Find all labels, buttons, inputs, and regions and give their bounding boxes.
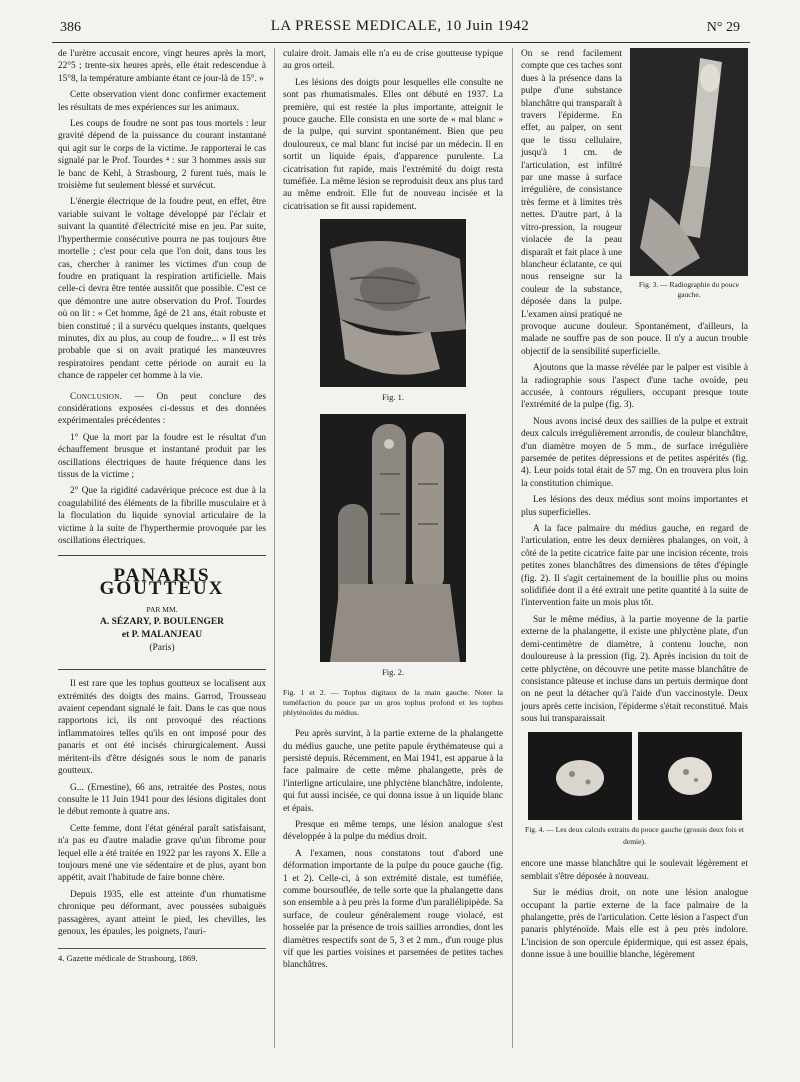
header-rule	[52, 42, 750, 43]
figure-4-caption: Fig. 4. — Les deux calculs extraits du pouce gauche (grossis deux fois et demie).	[525, 824, 744, 846]
figure-4	[521, 732, 748, 820]
footnote: 4. Gazette médicale de Strasbourg, 1869.	[58, 948, 266, 964]
thumb-photo-icon	[320, 219, 466, 387]
calculus-icon	[528, 732, 632, 820]
figure-2-caption: Fig. 2.	[382, 666, 404, 677]
figure-3-xray	[630, 48, 748, 276]
article-title: PANARIS GOUTTEUX	[99, 565, 225, 599]
paragraph: — On peut conclure des considérations exposées ci-dessus et des données expérimentales précédentes :	[58, 391, 266, 427]
column-divider	[512, 48, 513, 1048]
figure-4-calculus-right	[638, 732, 742, 820]
figure-3	[630, 48, 748, 309]
paragraph: Sur le médius droit, on note une lésion analogue occupant la partie externe de la face palmaire de la phalangette, près de l'articulation. Cette lésion a l'aspect d'un panaris phlyténoïde. Mais elle est à peu près indolore. L'incision de son opercule épidermique, qui est assez épais, donne issue à une bouillie blanche, légèrement	[521, 888, 748, 961]
conclusion-label: Conclusion.	[70, 391, 123, 402]
page-header	[60, 18, 740, 40]
paragraph: Ajoutons que la masse révélée par le palper est visible à la radiographie sous l'aspect d'une tache ovoïde, peu accusée, à contours réguliers, occupant presque toute l'extrémité de la pulpe (fig. 3).	[521, 363, 748, 411]
calculus-icon	[638, 732, 742, 820]
hand-photo-icon	[320, 414, 466, 662]
paragraph: A l'examen, nous constatons tout d'abord une déformation importante de la pulpe du pouce gauche (fig. 1 et 2). Celle-ci, à son extrémité distale, est tuméfiée, comme boursouflée, de telle sorte que la phalangette dans son ensemble a à peu près la forme d'un parallélipipède. Sa surface, de couleur généralement rouge violacé, est bosselée par la présence de trois saillies arrondies, dont les diamètres respectifs sont de 5, 3 et 2 mm., d'un rouge plus vif que les parties voisines et parsemées de petites taches blanchâtres.	[283, 848, 503, 971]
column-3	[521, 48, 748, 966]
paragraph: Sur le même médius, à la partie moyenne de la partie externe de la phalangette, il existe une phlyctène plate, d'un demi-centimètre de diamètre, à contenu louche, non douloureuse à la pression (fig. 2). Après incision du toit de cette phlyctène, on découvre une petite masse blanchâtre de consistance pâteuse et incluse dans un pertuis dermique dont on ne peut la détacher qu'à l'aide d'un vaccinostyle. Deux jours après cette incision, l'épiderme s'était reconstitué. Mais sous lui transparaissait	[521, 614, 748, 725]
paragraph: L'énergie électrique de la foudre peut, en effet, être variable suivant le voltage développé par l'éclair et suivant la quantité d'électricité mise en jeu. Par suite, l'hyperthermie consécutive pourra ne pas toujours être mortelle ; c'est pour cela que l'on doit, dans tous les cas, chercher à ranimer les victimes d'un coup de foudre en pratiquant la respiration artificielle. Mais celle-ci devra être tentée aussitôt que possible. C'est ce que démontre une autre observation du Prof. Tourdes où on lit : « Cet homme, âgé de 21 ans, était robuste et bien constitué ; il a survécu quelques instants, quelques minutes, dix au plus, au coup de foudre... » Il est très probable que si on avait pratiqué les manœuvres respiratoires pendant cette période on aurait eu la chance de rappeler cet homme à la vie.	[58, 197, 266, 382]
paragraph: 2° Que la rigidité cadavérique précoce est due à la coagulabilité des éléments de la fibrille musculaire et à la floculation du liquide synovial articulaire de la victime à la suite de l'hyperthermie provoquée par les oscillations électriques.	[58, 486, 266, 547]
author-place: (Paris)	[149, 643, 175, 654]
paragraph: 1° Que la mort par la foudre est le résultat d'un échauffement brusque et instantané produit par les oscillations électriques de haute fréquence dans les tissus de la victime ;	[58, 432, 266, 480]
figure-2-photo	[320, 414, 466, 662]
figure-legend: Fig. 1 et 2. — Tophus digitaux de la main gauche. Noter la tuméfaction du pouce par un gros tophus profond et les tophus phlyténoïdes du médius.	[283, 688, 503, 718]
paragraph: Depuis 1935, elle est atteinte d'un rhumatisme chronique peu déformant, avec poussées subaiguës passagères, ayant atteint le pied, les chevilles, les genoux, les épaules, les poignets, l'auri-	[58, 889, 266, 937]
column-1	[58, 48, 266, 965]
column-divider	[274, 48, 275, 1048]
paragraph: A la face palmaire du médius gauche, en regard de l'articulation, entre les deux dernières phalanges, on voit, à côté de la petite cicatrice faite par une incision récente, trois petites zones blanchâtres des dimensions de têtes d'épingle (fig. 2). Il s'agit certainement de la bouillie plus ou moins solidifiée dont il a été extrait une petite quantité à la suite de l'intervention faite un mois plus tôt.	[521, 524, 748, 609]
paragraph: encore une masse blanchâtre qui le soulevait légèrement et semblait s'être déposée à nouveau.	[521, 859, 748, 882]
figure-1-caption: Fig. 1.	[382, 392, 404, 403]
figure-4-calculus-left	[528, 732, 632, 820]
paragraph: culaire droit. Jamais elle n'a eu de crise goutteuse typique au gros orteil.	[283, 49, 503, 72]
paragraph: Il est rare que les tophus goutteux se localisent aux extrémités des doigts des mains. Garrod, Trousseau avaient cependant signalé le fait. Dans le cas que nous rapportons ici, ils ont provoqué des réactions inflammatoires telles qu'ils en ont imposé pour des panaris et ont été incisés chirurgicalement. Aussi méritent-ils d'être désignés sous le nom de panaris goutteux.	[58, 679, 266, 777]
paragraph: Les coups de foudre ne sont pas tous mortels : leur gravité dépend de la puissance du courant instantané qui agit sur le corps de la victime. Je rapporterai le cas signalé par le Prof. Tourdes ⁴ : sur 3 hommes assis sur le banc de Kehl, à Strasbourg, 2 furent tués, mais le troisième fut seulement blessé et survécut.	[58, 119, 266, 192]
paragraph: Nous avons incisé deux des saillies de la pulpe et extrait deux calculs irrégulièrement arrondis, de couleur blanchâtre, d'un diamètre moyen de 5 mm., de surface irrégulière parsemée de petites dépressions et de petites aspérités (fig. 4). Leur poids total était de 57 mg. On en trouvera plus loin la constitution chimique.	[521, 416, 748, 489]
paragraph: Cette observation vient donc confirmer exactement les résultats de mes expériences sur les animaux.	[58, 90, 266, 113]
figure-1-photo	[320, 219, 466, 387]
authors-line-1: A. SÉZARY, P. BOULENGER	[99, 617, 225, 628]
paragraph: G... (Ernestine), 66 ans, retraitée des Postes, nous consulte le 11 Juin 1941 pour des lésions digitales dont le début remonte à quatre ans.	[58, 782, 266, 818]
paragraph: On se rend facilement compte que ces taches sont dues à la présence dans la pulpe d'une substance blanchâtre qui transparaît à travers l'épiderme. En effet, au palper, on sent que le tissu cellulaire, jusqu'à 1 cm. de l'articulation, est infiltré par une masse à surface irrégulière, de consistance très ferme et à limites très nettes. D'autre part, à la vitro-pression, la rougeur violacée de la peau disparaît et fait place à une blancheur éclatante, ce qui nous renseigne sur la couleur de la substance, déposée dans la pulpe. L'examen ainsi pratiqué ne provoque aucune douleur. Spontanément, d'ailleurs, la malade ne souffre pas de son pouce. Il n'y a aucun trouble objectif de la sensibilité superficielle.	[521, 49, 748, 357]
paragraph: de l'urètre accusait encore, vingt heures après la mort, 22°5 ; trente-six heures après, elle était redescendue à 15°8, la température ambiante étant ce jour-là de 15°. »	[58, 49, 266, 84]
section-rule	[58, 669, 266, 670]
issue-number: N° 29	[706, 20, 740, 35]
author-block	[58, 603, 266, 655]
column-2	[283, 48, 503, 976]
xray-icon	[630, 48, 748, 276]
by-label: PAR MM.	[146, 605, 178, 615]
paragraph: Les lésions des doigts pour lesquelles elle consulte ne sont pas rhumatismales. Elles ont débuté en 1937. La première, qui est restée la plus importante, atteignit le pouce gauche. Elle consista en une sorte de « mal blanc » de la pulpe, qui survint spontanément. Bien que peu douloureux, ce mal blanc fut incisé par un médecin. Il en sortit un liquide épais, d'apparence purulente. La cicatrisation fut rapide, mais l'extrémité du doigt resta tuméfiée. La même lésion se reproduisit deux ans plus tard au même endroit. Elle fut de nouveau incisée et la cicatrisation se fit aussi rapidement.	[283, 77, 503, 212]
page-number: 386	[60, 20, 81, 35]
journal-title: LA PRESSE MEDICALE, 10 Juin 1942	[270, 18, 530, 34]
figure-3-caption: Fig. 3. — Radiographie du pouce gauche.	[638, 280, 740, 299]
paragraph: Peu après survint, à la partie externe de la phalangette du médius gauche, une petite papule érythémateuse qui a persisté depuis. Récemment, en Mai 1941, est apparue à la face palmaire de cette même phalangette, près de l'interligne articulaire, une phlyctène blanchâtre, indolente, qui fut aussi incisée, ce qui donna issue à un liquide blanc et épais.	[283, 729, 503, 814]
paragraph: Cette femme, dont l'état général paraît satisfaisant, n'a pas eu d'autre maladie grave qu'un fibrome pour lequel elle a été traitée en 1922 par les rayons X. Elle a toujours mené une vie sédentaire et de plus, ayant bon appétit, avait l'habitude de faire bonne chère.	[58, 823, 266, 884]
section-rule	[58, 555, 266, 556]
paragraph: Les lésions des deux médius sont moins importantes et plus superficielles.	[521, 495, 748, 518]
authors-line-2: et P. MALANJEAU	[121, 630, 203, 641]
paragraph: Presque en même temps, une lésion analogue s'est développée à la pulpe du médius droit.	[283, 819, 503, 843]
